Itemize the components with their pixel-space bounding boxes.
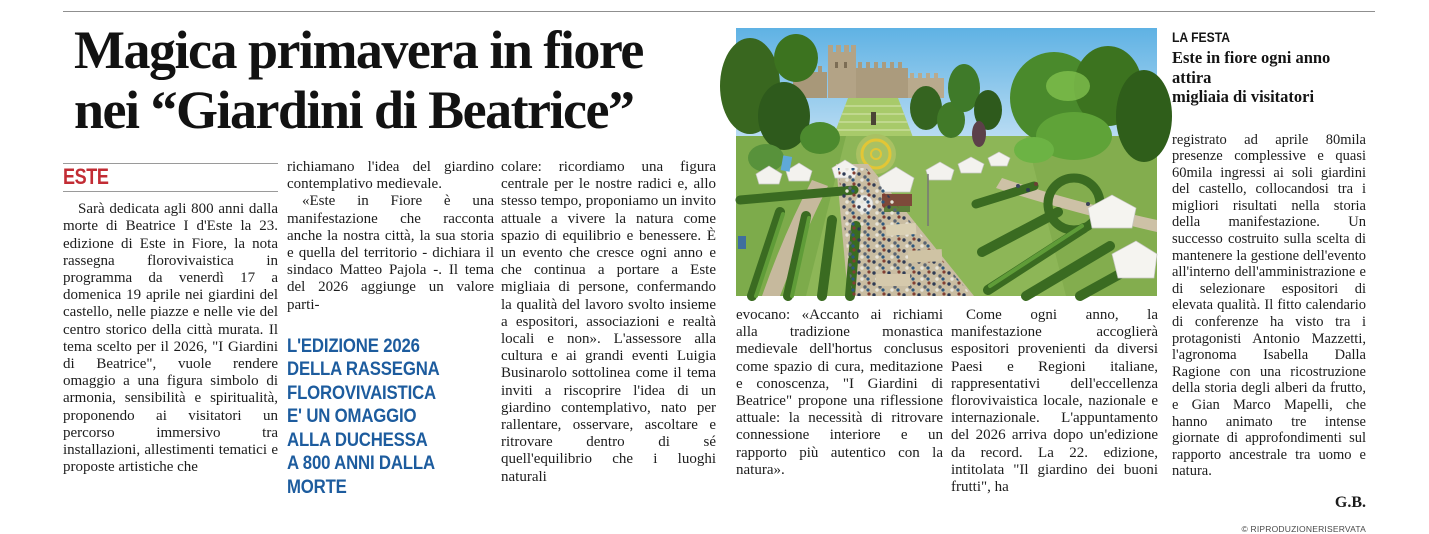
article-paragraph: «Este in Fiore è una manifestazione che racconta anche la nostra città, la sua storia e quella del territorio - dichiara il sindaco Matteo Pajola -. Il tema del 2026 aggiunge un valore parti- <box>287 193 494 313</box>
pull-quote-line: L'EDIZIONE 2026 <box>287 334 420 357</box>
sidebar-paragraph: registrato ad aprile 80mila presenze complessive e quasi 60mila ingressi ai soli giardini del castello, collocandosi tra i migliori risultati nella storia della manifestazione. Un successo costruito sulla scelta di mantenere la gestione dell'evento all'interno dell'amministrazione e di selezionare espositori di elevata qualità. Il fitto calendario di conferenze ha visto tra i protagonisti Antonio Mazzetti, l'agronoma Isabella Dalla Ragione con una ricostruzione della storia degli alberi da frutto, e Gian Marco Mapelli, che hanno animato tre intense giornate di approfondimenti sul rapporto ancestrale tra uomo e natura. <box>1172 131 1366 480</box>
photo-caption-line-1: Este in fiore ogni anno attira <box>1172 48 1331 87</box>
article-column-5 <box>951 307 1158 496</box>
top-rule <box>63 11 1375 12</box>
photo-caption <box>1172 48 1366 107</box>
article-column-2 <box>287 159 494 499</box>
article-paragraph: richiamano l'idea del giardino contemplativo medievale. <box>287 159 494 193</box>
pull-quote-line: ALLA DUCHESSA <box>287 428 428 451</box>
article-column-1 <box>63 163 278 476</box>
pull-quote-line: FLOROVIVAISTICA <box>287 381 436 404</box>
headline-line-1: Magica primavera in fiore <box>74 20 643 80</box>
article-column-4 <box>736 307 943 479</box>
section-kicker: ESTE <box>63 164 109 189</box>
caption-kicker: LA FESTA <box>1172 30 1231 45</box>
pull-quote-line: A 800 ANNI DALLA MORTE <box>287 452 435 498</box>
article-paragraph: Come ogni anno, la manifestazione accoglierà espositori provenienti da diversi Paesi e Regioni italiane, rappresentativi dell'eccellenza florovivaistica locale, nazionale e internazionale. L'appuntamento del 2026 arriva dopo un'edizione da record. La 22. edizione, intitolata "Il giardino dei buoni frutti", ha <box>951 307 1158 496</box>
kicker-rule-bottom <box>63 191 278 192</box>
copyright-notice: © RIPRODUZIONERISERVATA <box>1241 524 1366 534</box>
article-column-3 <box>501 159 716 486</box>
byline: G.B. <box>1334 494 1366 512</box>
article-photo <box>736 28 1157 296</box>
photo-caption-line-2: migliaia di visitatori <box>1172 87 1315 106</box>
statue <box>871 112 876 125</box>
article-paragraph: Sarà dedicata agli 800 anni dalla morte di Beatrice I d'Este la 23. edizione di Este in Fiore, la nota rassegna florovivaistica in programma da venerdì 17 a domenica 19 aprile nei giardini del castello, nelle piazze e nelle vie del centro storico della città murata. Il tema scelto per il 2026, "I Giardini di Beatrice", vuole rendere omaggio a una figura simbolo di armonia, sensibilità e spiritualità, proponendo ai visitatori un percorso immersivo tra installazioni, allestimenti tematici e proposte artistiche che <box>63 201 278 476</box>
garden-sign <box>738 236 746 249</box>
pull-quote-line: E' UN OMAGGIO <box>287 405 417 428</box>
article-paragraph: colare: ricordiamo una figura centrale per le nostre radici e, allo stesso tempo, proponiamo un invito attuale a vivere la natura come spazio di equilibrio e benessere. È un evento che cresce ogni anno e che continua a portare a Este migliaia di persone, confermando la qualità del lavoro svolto insieme a espositori, associazioni e realtà locali e non». L'assessore alla cultura e ai grandi eventi Luigia Businarolo sottolinea come il tema inviti a riscoprire l'idea di un giardino contemplativo, nato per rallentare, osservare, ascoltare e ritrovare dentro di sé quell'equilibrio che i luoghi naturali <box>501 159 716 485</box>
article-paragraph: evocano: «Accanto ai richiami alla tradizione monastica medievale dell'hortus conclusus come spazio di cura, meditazione e conoscenza, "I Giardini di Beatrice" propone una riflessione attuale: la necessità di ritrovare connessione interiore e un rapporto più autentico con la natura». <box>736 307 943 478</box>
sidebar-column <box>1172 30 1366 534</box>
headline <box>74 20 739 140</box>
headline-line-2: nei “Giardini di Beatrice” <box>74 80 634 140</box>
pull-quote <box>287 335 497 500</box>
pull-quote-line: DELLA RASSEGNA <box>287 358 440 381</box>
